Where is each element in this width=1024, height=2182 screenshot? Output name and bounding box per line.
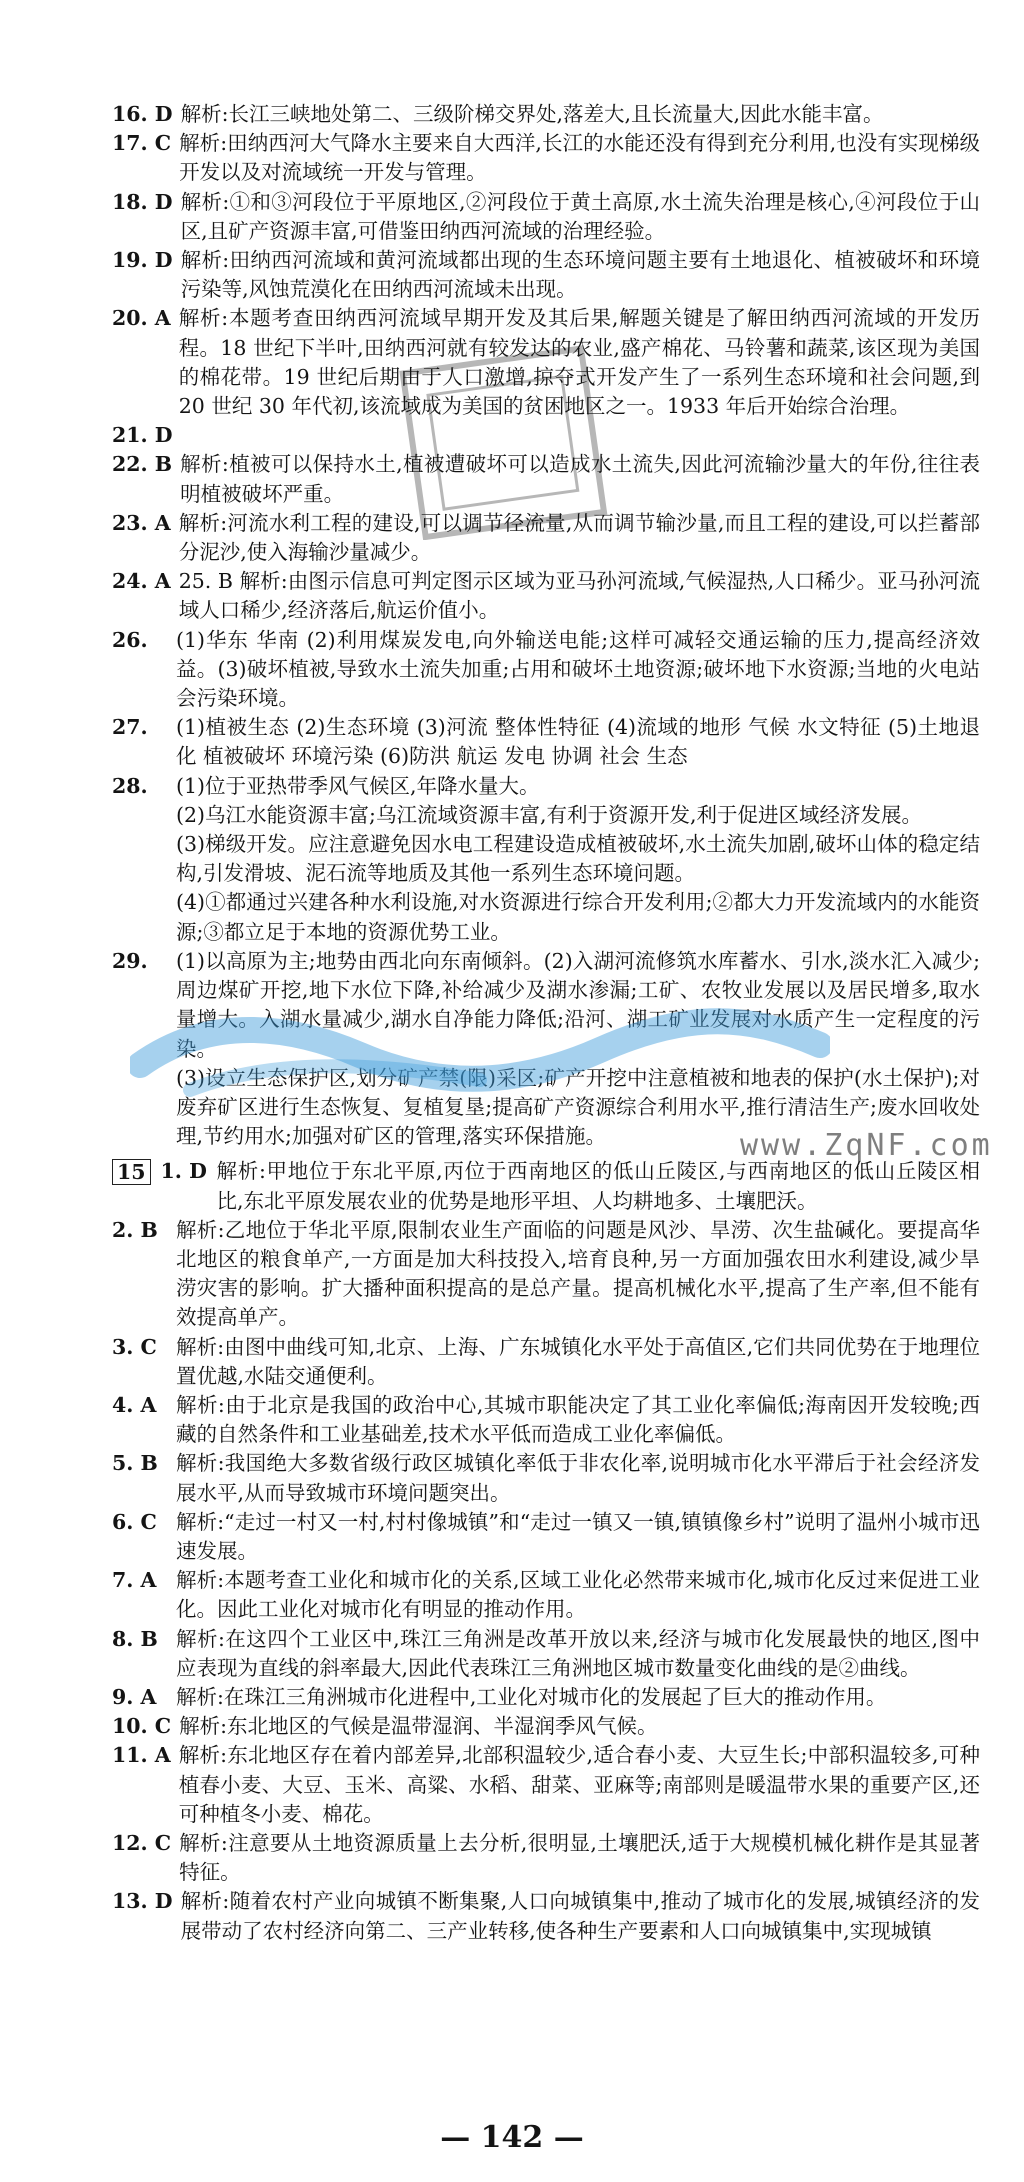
answer-line: (1)以高原为主;地势由西北向东南倾斜。(2)入湖河流修筑水库蓄水、引水,淡水汇入减少;周边煤矿开挖,地下水位下降,补给减少及湖水渗漏;工矿、农牧业发展以及居民增多,取水量增大。入湖水量减少,湖水自净能力降低;沿河、湖工矿业发展对水质产生一定程度的污染。 — [176, 948, 980, 1061]
answer-number: 9. A — [112, 1684, 157, 1709]
answer-number: 23. A — [112, 510, 171, 535]
answer-text: 解析:本题考查田纳西河流域早期开发及其后果,解题关键是了解田纳西河流域的开发历程。18 世纪下半叶,田纳西河就有较发达的农业,盛产棉花、马铃薯和蔬菜,该区现为美国的棉花带。19 世纪后期由于人口激增,掠夺式开发产生了一系列生态环境和社会问题,到 20 世纪 30 年代初,该流域成为美国的贫困地区之一。1933 年后开始综合治理。 — [178, 306, 980, 419]
answer-number: 2. B — [112, 1217, 158, 1242]
answer-line: (3)梯级开发。应注意避免因水电工程建设造成植被破坏,水土流失加剧,破坏山体的稳定结构,引发滑坡、泥石流等地质及其他一系列生态环境问题。 — [176, 832, 980, 886]
answer-item — [112, 1887, 980, 1945]
answer-page — [112, 100, 980, 1946]
answer-number: 8. B — [112, 1626, 158, 1651]
answer-text: 解析:乙地位于华北平原,限制农业生产面临的问题是风沙、旱涝、次生盐碱化。要提高华北地区的粮食单产,一方面是加大科技投入,培育良种,另一方面加强农田水利建设,减少旱涝灾害的影响。扩大播种面积提高的是总产量。提高机械化水平,提高了生产率,但不能有效提高单产。 — [176, 1217, 980, 1330]
answer-text: 解析:在这四个工业区中,珠江三角洲是改革开放以来,经济与城市化发展最快的地区,图中应表现为直线的斜率最大,因此代表珠江三角洲地区城市数量变化曲线的是②曲线。 — [176, 1626, 980, 1680]
answer-number: 12. C — [112, 1830, 172, 1855]
answer-text: (1)植被生态 (2)生态环境 (3)河流 整体性特征 (4)流域的地形 气候 水文特征 (5)土地退化 植被破坏 环境污染 (6)防洪 航运 发电 协调 社会 生态 — [176, 715, 980, 769]
answer-number: 29. — [112, 948, 148, 973]
answer-item — [112, 100, 980, 129]
answer-text: (1)华东 华南 (2)利用煤炭发电,向外输送电能;这样可减轻交通运输的压力,提高经济效益。(3)破坏植被,导致水土流失加重;占用和破坏土地资源;破坏地下水资源;当地的火电站会污染环境。 — [176, 627, 980, 711]
answer-number: 5. B — [112, 1451, 158, 1476]
answer-text: 解析:东北地区存在着内部差异,北部积温较少,适合春小麦、大豆生长;中部积温较多,可种植春小麦、大豆、玉米、高粱、水稻、甜菜、亚麻等;南部则是暖温带水果的重要产区,还可种植冬小麦、棉花。 — [178, 1743, 980, 1826]
answer-number: 19. D — [112, 248, 173, 273]
answer-line: (4)①都通过兴建各种水利设施,对水资源进行综合开发利用;②都大力开发流域内的水能资源;③都立足于本地的资源优势工业。 — [176, 890, 980, 944]
answer-number: 26. — [112, 627, 148, 652]
answer-number: 10. C — [112, 1714, 172, 1739]
answer-item-29 — [112, 947, 980, 1151]
answer-item — [112, 509, 980, 567]
answer-item — [112, 1625, 980, 1683]
answer-number: 28. — [112, 773, 148, 798]
answer-number: 16. D — [112, 102, 173, 126]
answer-text: 解析:我国绝大多数省级行政区城镇化率低于非农化率,说明城市化水平滞后于社会经济发展水平,从而导致城市环境问题突出。 — [176, 1451, 980, 1505]
answer-item-28 — [112, 772, 980, 947]
answer-item — [112, 188, 980, 246]
page-number: — 142 — — [440, 2120, 584, 2155]
answer-number: 21. D — [112, 423, 173, 448]
answer-text: 解析:①和③河段位于平原地区,②河段位于黄土高原,水土流失治理是核心,④河段位于山区,且矿产资源丰富,可借鉴田纳西河流域的治理经验。 — [180, 189, 980, 243]
answer-text: 解析:甲地位于东北平原,丙位于西南地区的低山丘陵区,与西南地区的低山丘陵区相比,东北平原发展农业的优势是地形平坦、人均耕地多、土壤肥沃。 — [216, 1159, 980, 1213]
answer-number: 18. D — [112, 189, 173, 214]
answer-text: 解析:随着农村产业向城镇不断集聚,人口向城镇集中,推动了城市化的发展,城镇经济的发展带动了农村经济向第二、三产业转移,使各种生产要素和人口向城镇集中,实现城镇 — [180, 1889, 980, 1943]
answer-text: 解析:由于北京是我国的政治中心,其城市职能决定了其工业化率偏低;海南因开发较晚;西藏的自然条件和工业基础差,技术水平低而造成工业化率偏低。 — [176, 1392, 980, 1447]
answer-item — [112, 567, 980, 625]
answer-item — [112, 1391, 980, 1449]
answer-number: 24. A — [112, 569, 171, 594]
answer-text: 解析:长江三峡地处第二、三级阶梯交界处,落差大,且长流量大,因此水能丰富。 — [180, 102, 884, 126]
answer-text: 25. B 解析:由图示信息可判定图示区域为亚马孙河流域,气候湿热,人口稀少。亚马孙河流域人口稀少,经济落后,航运价值小。 — [178, 569, 980, 623]
section-number-box: 15 — [112, 1159, 151, 1185]
answer-item — [112, 1741, 980, 1829]
answer-text: 解析:注意要从土地资源质量上去分析,很明显,土壤肥沃,适于大规模机械化耕作是其显著特征。 — [179, 1830, 980, 1885]
answer-item — [112, 1449, 980, 1507]
answer-text: 解析:本题考查工业化和城市化的关系,区域工业化必然带来城市化,城市化反过来促进工业化。因此工业化对城市化有明显的推动作用。 — [176, 1568, 980, 1622]
answer-text: 解析:东北地区的气候是温带湿润、半湿润季风气候。 — [179, 1714, 658, 1739]
answer-item — [112, 1216, 980, 1333]
answer-text: 解析:“走过一村又一村,村村像城镇”和“走过一镇又一镇,镇镇像乡村”说明了温州小城市迅速发展。 — [176, 1509, 980, 1563]
answer-item — [112, 1683, 980, 1712]
answer-line: (1)位于亚热带季风气候区,年降水量大。 — [176, 773, 540, 798]
section-15-first-answer — [112, 1157, 980, 1215]
answer-item-26 — [112, 626, 980, 714]
answer-text: 解析:河流水利工程的建设,可以调节径流量,从而调节输沙量,而且工程的建设,可以拦蓄部分泥沙,使入海输沙量减少。 — [178, 510, 980, 565]
answer-number: 22. B — [112, 452, 173, 477]
answer-number: 1. D — [160, 1159, 207, 1184]
answer-item — [112, 129, 980, 187]
answer-text: 解析:田纳西河大气降水主要来自大西洋,长江的水能还没有得到充分利用,也没有实现梯级开发以及对流域统一开发与管理。 — [179, 131, 980, 185]
answer-list-a — [112, 100, 980, 626]
answer-number: 17. C — [112, 131, 172, 156]
answer-item — [112, 304, 980, 421]
answer-item — [112, 1508, 980, 1566]
answer-text: 解析:田纳西河流域和黄河流域都出现的生态环境问题主要有土地退化、植被破坏和环境污染等,风蚀荒漠化在田纳西河流域未出现。 — [180, 248, 980, 302]
answer-list-b — [112, 1216, 980, 1946]
answer-line: (2)乌江水能资源丰富;乌江流域资源丰富,有利于资源开发,利于促进区域经济发展。 — [176, 802, 922, 827]
watermark-text: www.ZqNF.com — [740, 1128, 993, 1163]
answer-item — [112, 1566, 980, 1624]
answer-number: 27. — [112, 715, 148, 740]
answer-item — [112, 246, 980, 304]
answer-item — [112, 450, 980, 508]
answer-line: (3)设立生态保护区,划分矿产禁(限)采区;矿产开挖中注意植被和地表的保护(水土保护);对废弃矿区进行生态恢复、复植复垦;提高矿产资源综合利用水平,推行清洁生产;废水回收处理,节约用水;加强对矿区的管理,落实环保措施。 — [176, 1065, 980, 1149]
answer-text: 解析:植被可以保持水土,植被遭破坏可以造成水土流失,因此河流输沙量大的年份,往往表明植被破坏严重。 — [180, 452, 980, 506]
answer-item — [112, 1829, 980, 1887]
answer-text: 解析:由图中曲线可知,北京、上海、广东城镇化水平处于高值区,它们共同优势在于地理位置优越,水陆交通便利。 — [176, 1334, 980, 1388]
answer-number: 6. C — [112, 1509, 157, 1534]
answer-item-27 — [112, 713, 980, 771]
answer-number: 13. D — [112, 1889, 173, 1914]
answer-item — [112, 421, 980, 450]
answer-number: 7. A — [112, 1568, 157, 1593]
answer-text: 解析:在珠江三角洲城市化进程中,工业化对城市化的发展起了巨大的推动作用。 — [176, 1684, 887, 1709]
answer-item — [112, 1712, 980, 1741]
answer-number: 20. A — [112, 306, 171, 331]
answer-number: 3. C — [112, 1334, 157, 1359]
answer-number: 11. A — [112, 1743, 171, 1768]
answer-item — [112, 1333, 980, 1391]
answer-number: 4. A — [112, 1392, 157, 1417]
